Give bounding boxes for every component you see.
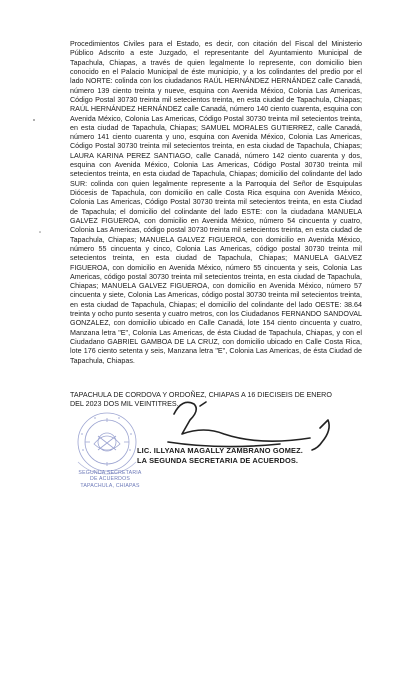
document-body-text: Procedimientos Civiles para el Estado, es decir, con citación del Fiscal del Ministerio Público Adscrito a este Juzgado, el representante del Ayuntamiento Municipal de Tapachula, Chiapas, a través de quien legalmente lo represente, con domicilio bien conocido en el Palacio Municipal de éste municipio, y a los colindantes del predio por el lado NORTE: colinda con los ciudadanos RAÚL HERNÁNDEZ HERNÁNDEZ calle Canadá, número 139 ciento treinta y nueve, esquina con Avenida México, Colonia Las Americas, Código Postal 30730 treinta mil setecientos treinta, en esta ciudad de Tapachula, Chiapas; RAÚL HERNÁNDEZ HERNÁNDEZ calle Canadá, número 140 ciento cuarenta, esquina con Avenida México, Colonia Las Americas, Código Postal 30730 treinta mil setecientos treinta, en esta ciudad de Tapachula, Chiapas; SAMUEL MORALES GUTIERREZ, calle Canadá, número 141 ciento cuarenta y uno, esquina con Avenida México, Colonia Las Americas, Código Postal 30730 treinta mil setecientos treinta, en esta ciudad de Tapachula, Chiapas; LAURA KARINA PEREZ SANTIAGO, calle Canadá, número 142 ciento cuarenta y dos, esquina con Avenida México, Colonia Las Americas, Código Postal 30730 treinta mil setecientos treinta, en esta ciudad de Tapachula, Chiapas; domicilio del colindante del lado SUR: colinda con quien legalmente represente a la Parroquia del Señor de Esquipulas Diócesis de Tapachula, con domicilio en calle Costa Rica esquina con Avenida México, Colonia Las Americas, Código Postal 30730 treinta mil setecientos treinta, en esta Ciudad de Tapachula; el domicilio del colindante del lado ESTE: con la ciudadana MANUELA GALVEZ FIGUEROA, con domicilio en Avenida México, número 54 cincuenta y cuatro, Colonia Las Americas, código postal 30730 treinta mil setecientos treinta, en esta ciudad de Tapachula, Chiapas; MANUELA GALVEZ FIGUEROA, con domicilio en Avenida México, número 55 cincuenta y cinco, Colonia Las Americas, código postal 30730 treinta mil setecientos treinta, en esta ciudad de Tapachula, Chiapas; MANUELA GALVEZ FIGUEROA, con domicilio en Avenida México, número 55 cincuenta y seis, Colonia Las Americas, código postal 30730 treinta mil setecientos treinta, en esta ciudad de Tapachula, Chiapas; MANUELA GALVEZ FIGUEROA, con domicilio en Avenida México, número 57 cincuenta y siete, Colonia Las Americas, código postal 30730 treinta mil setecientos treinta, en esta ciudad de Tapachula, Chiapas; el domicilio del colindante del lado OESTE: 38.64 treinta y ocho punto sesenta y cuatro metros, con los Ciudadanos FERNANDO SANDOVAL GONZALEZ, con domicilio ubicado en Calle Canadá, lote 154 ciento cincuenta y cuatro, Manzana letra "E", Colonia Las Americas, de ésta Ciudad de Tapachula, Chiapas, y con el Ciudadano GABRIEL GAMBOA DE LA CRUZ, con domicilio ubicado en Calle Costa Rica, lote 176 ciento setenta y seis, Manzana letra "E", Colonia Las Americas, de ésta Ciudad de Tapachula, Chiapas. (70, 40, 362, 365)
signature-stroke-graphic (160, 384, 340, 454)
signer-title: LA SEGUNDA SECRETARIA DE ACUERDOS. (137, 456, 299, 466)
scan-speck (32, 118, 36, 122)
signer-name: LIC. ILLYANA MAGALLY ZAMBRANO GOMEZ. (137, 446, 303, 455)
seal-caption-line: TAPACHULA, CHIAPAS (80, 482, 140, 489)
handwritten-signature (160, 384, 340, 454)
scan-speck (38, 230, 42, 234)
signer-block (137, 446, 377, 466)
date-line-first: TAPACHULA DE CORDOVA Y ORDOÑEZ, CHIAPAS A 16 DIECISEIS DE ENERO (70, 391, 332, 399)
date-line-second: DEL 2023 DOS MIL VEINTITRES. (70, 400, 179, 409)
seal-caption-line: SEGUNDA SECRETARIA (78, 470, 142, 476)
court-seal-image (70, 404, 144, 506)
seal-emblem-graphic (70, 404, 144, 506)
seal-caption (74, 470, 146, 489)
seal-caption-line: DE ACUERDOS (90, 476, 130, 483)
